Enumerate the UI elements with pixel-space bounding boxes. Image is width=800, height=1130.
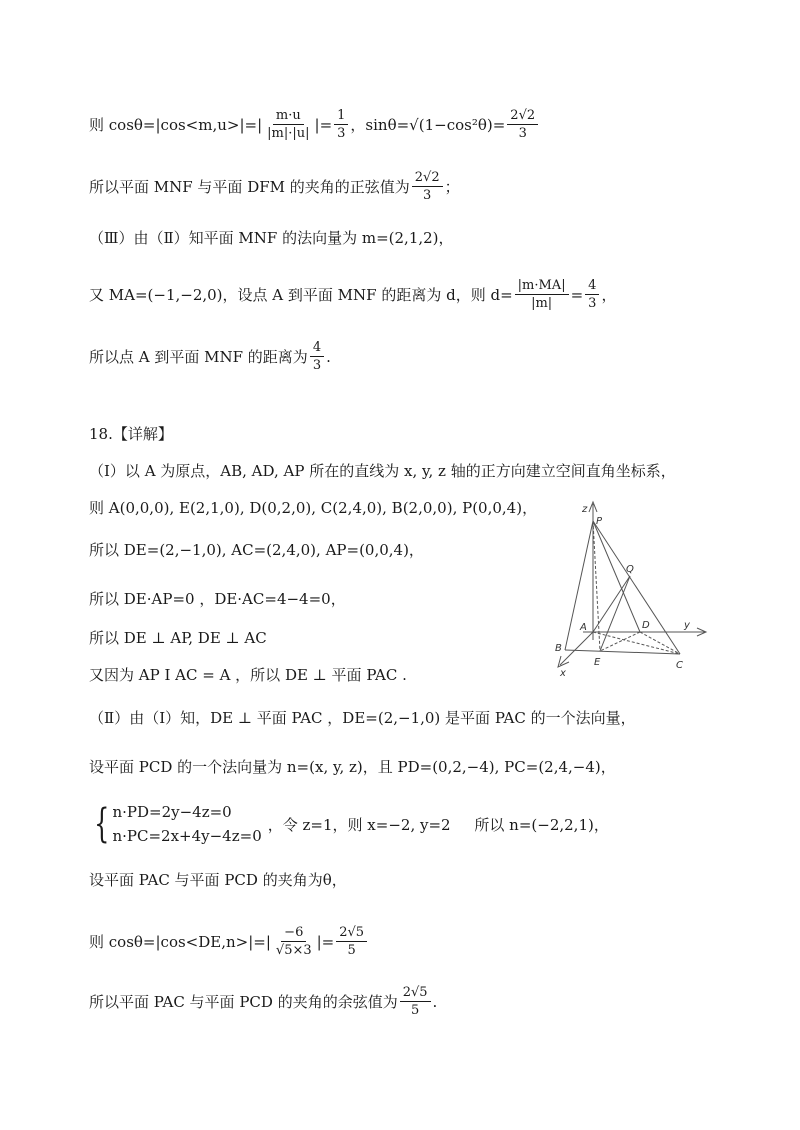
fraction: $\frac{4}{3}$ [310, 340, 324, 373]
cos-theta-line-b: 则 cosθ=|cos<DE,n>|=| $\frac{-6}{√5\times 3}$ |= $\frac{2√5}{5}$ [89, 925, 369, 958]
label-B: B [555, 643, 562, 654]
sine-value-line: 所以平面 MNF 与平面 DFM 的夹角的正弦值为 $\frac{2√2}{3}$ ； [89, 170, 460, 203]
part-two-line: （Ⅱ）由（Ⅰ）知，DE ⊥ 平面 PAC ，DE=(2,−1,0) 是平面 PAC 的一个法向量， [89, 709, 636, 727]
perpendicular-line: 所以 DE ⊥ AP, DE ⊥ AC [89, 629, 267, 647]
label-y: y [684, 620, 690, 631]
fraction: $\frac{|m\cdot MA|}{|m|}$ [515, 278, 569, 311]
coordinates-line: 则 A(0,0,0), E(2,1,0), D(0,2,0), C(2,4,0), B(2,0,0), P(0,0,4)， [89, 499, 538, 517]
dot-products-line: 所以 DE·AP=0 ，DE·AC=4−4=0， [89, 590, 346, 608]
label-Q: Q [626, 564, 634, 575]
edge-DC [640, 632, 680, 654]
fraction: $\frac{m\cdot u}{|m|\cdot|u|}$ [267, 108, 310, 141]
problem-heading: 18.【详解】 [89, 425, 173, 443]
label-P: P [596, 516, 603, 527]
edge-PD [593, 521, 640, 632]
label-A: A [580, 622, 587, 633]
fraction: $\frac{2√5}{5}$ [400, 985, 431, 1018]
vectors-line: 所以 DE=(2,−1,0), AC=(2,4,0), AP=(0,0,4)， [89, 541, 424, 559]
label-E: E [594, 657, 601, 668]
fraction: $\frac{-6}{√5\times 3}$ [275, 925, 312, 958]
angle-definition-line: 设平面 PAC 与平面 PCD 的夹角为θ， [89, 871, 347, 889]
edge-PC [593, 521, 680, 654]
distance-line: 又 MA=(−1,−2,0)，设点 A 到平面 MNF 的距离为 d，则 d= $\frac{|m\cdot MA|}{|m|}$ = $\frac{4}{3}$ ， [89, 278, 617, 311]
fraction: $\frac{2√5}{5}$ [336, 925, 367, 958]
brace: { [94, 801, 110, 847]
conclusion-line: 又因为 AP I AC = A ，所以 DE ⊥ 平面 PAC . [89, 666, 407, 684]
cosine-value-line: 所以平面 PAC 与平面 PCD 的夹角的余弦值为 $\frac{2√5}{5}$ . [89, 985, 438, 1018]
fraction: $\frac{2√2}{3}$ [412, 170, 443, 203]
label-x: x [560, 668, 566, 679]
edge-PB [565, 521, 593, 650]
part-one-line: （Ⅰ）以 A 为原点，AB, AD, AP 所在的直线为 x, y, z 轴的正方向建立空间直角坐标系， [89, 462, 676, 480]
pyramid-figure [540, 490, 720, 680]
part-three-line: （Ⅲ）由（Ⅱ）知平面 MNF 的法向量为 m=(2,1,2)， [89, 229, 454, 247]
distance-result-line: 所以点 A 到平面 MNF 的距离为 $\frac{4}{3}$ . [89, 340, 331, 373]
fraction: $\frac{4}{3}$ [585, 278, 599, 311]
fraction: $\frac{2√2}{3}$ [507, 108, 538, 141]
label-D: D [642, 620, 650, 631]
label-C: C [676, 660, 683, 671]
edge-BC [565, 650, 680, 654]
edge-QE [600, 576, 630, 651]
cos-theta-line-a: 则 cosθ=|cos<m,u>|=| $\frac{m\cdot u}{|m|\cdot|u|}$ |= $\frac{1}{3}$ ，sinθ=√(1−cos²θ)= $\frac{2√2}{3}$ [89, 108, 540, 141]
fraction: $\frac{1}{3}$ [334, 108, 348, 141]
label-z: z [582, 504, 588, 515]
normal-vector-line: 设平面 PCD 的一个法向量为 n=(x, y, z)，且 PD=(0,2,−4), PC=(2,4,−4)， [89, 758, 616, 776]
equation-system: { n·PD=2y−4z=0 n·PC=2x+4y−4z=0 ，令 z=1，则 x=−2, y=2 所以 n=(−2,2,1)， [94, 801, 609, 847]
